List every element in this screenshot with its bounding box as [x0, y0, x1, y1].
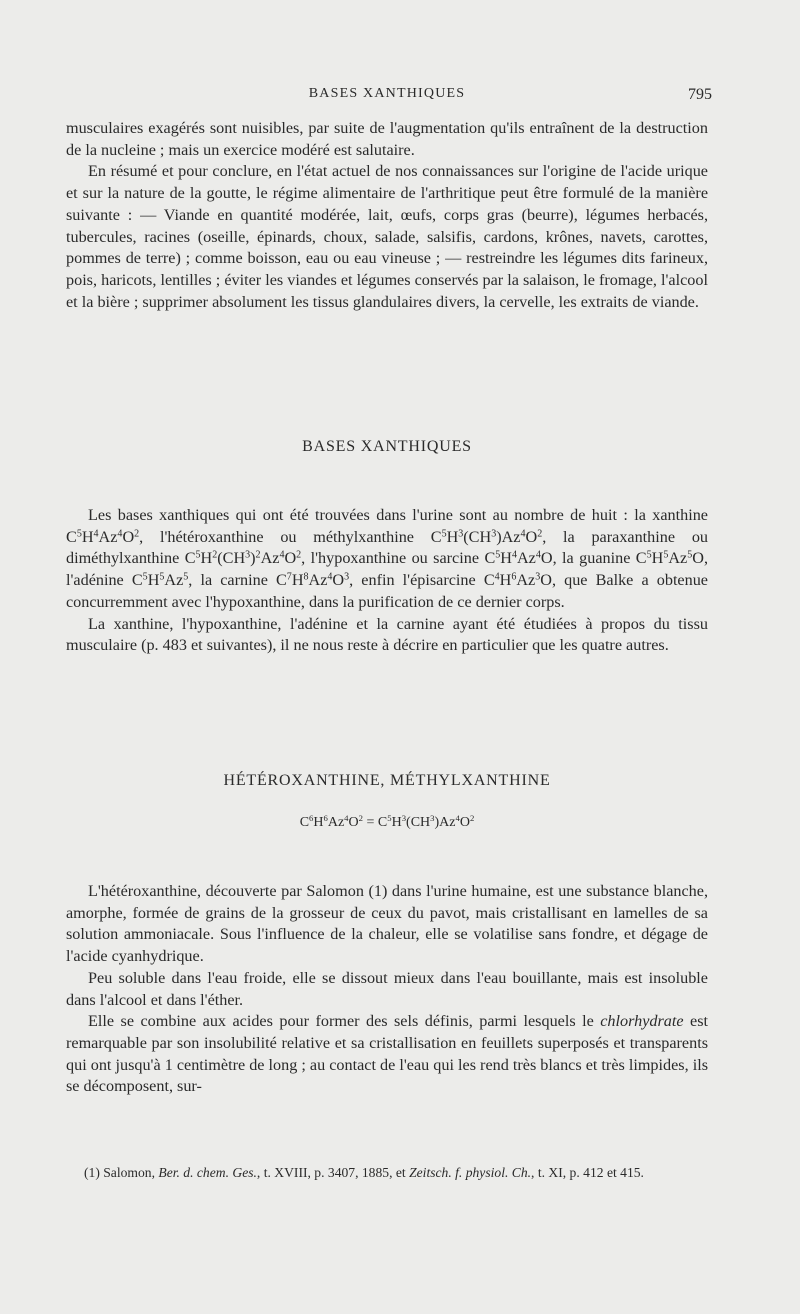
formula-dimethylxanthine: $C^5H^2(CH^3)^2Az^4O^2$ — [184, 549, 302, 568]
footnote-1: (1) Salomon, Ber. d. chem. Ges., t. XVIII, p. 3407, 1885, et Zeitsch. f. physiol. Ch., t. XI, p. 412 et 415. — [84, 1165, 644, 1180]
formula-adenine: $C^5H^5Az^5$ — [131, 571, 189, 590]
section-title-heteroxanthine: HÉTÉROXANTHINE, MÉTHYLXANTHINE — [223, 772, 551, 789]
formula-episarcine: $C^4H^6Az^3O$ — [483, 571, 552, 590]
journal-ber: Ber. d. chem. Ges. — [158, 1165, 257, 1180]
formula-xanthine: $C^5H^4Az^4O^2$ — [66, 527, 140, 546]
heteroxanthine-formula: $C^6H^6Az^4O^2 = C^5H^3(CH^3)Az^4O^2$ — [299, 813, 475, 830]
section-2-paragraph-1: L'hétéroxanthine, découverte par Salomon (1) dans l'urine humaine, est une substance blanche, amorphe, formée de grains de la grosseur de ceux du pavot, mais cristallisant en lamelles de sa solution ammoniacale. Sous l'influence de la chaleur, elle se volatilise sans fondre, et dégage de l'acide cyanhydrique. — [66, 882, 708, 966]
section-2-text — [66, 881, 708, 1098]
section-1-paragraph-2: La xanthine, l'hypoxanthine, l'adénine et la carnine ayant été étudiées à propos du tissu musculaire (p. 483 et suivantes), il ne nous reste à décrire en particulier que les quatre autres. — [66, 614, 708, 655]
section-1-paragraph-1: Les bases xanthiques qui ont été trouvées dans l'urine sont au nombre de huit : la xanthine $C^5H^4Az^4O^2$, l'hétéroxanthine ou méthylxanthine $C^5H^3(CH^3)Az^4O^2$, la paraxanthine ou diméthylxanthine $C^5H^2(CH^3)^2Az^4O^2$, l'hypoxanthine ou sarcine $C^5H^4Az^4O$, la guanine $C^5H^5Az^5O$, l'adénine $C^5H^5Az^5$, la carnine $C^7H^8Az^4O^3$, enfin l'épisarcine $C^4H^6Az^3O$, que Balke a obtenue concurremment avec l'hypoxanthine, dans la purification de ce dernier corps. — [66, 506, 709, 611]
page-number: 795 — [688, 86, 712, 103]
chlorhydrate-term: chlorhydrate — [600, 1012, 684, 1031]
section-2-paragraph-3: Elle se combine aux acides pour former des sels définis, parmi lesquels le chlorhydrate est remarquable par son insolubilité relative et sa cristallisation en feuillets superposés et transparents qui ont jusqu'à 1 centimètre de long ; au contact de l'eau qui les rend très blancs et très limpides, ils se décomposent, sur- — [66, 1012, 708, 1096]
formula-hypoxanthine: $C^5H^4Az^4O$ — [484, 549, 553, 568]
intro-text — [66, 118, 708, 313]
intro-paragraph-1: musculaires exagérés sont nuisibles, par suite de l'augmentation qu'ils entraînent de la destruction de la nucleine ; mais un exercice modéré est salutaire. — [66, 119, 708, 159]
section-2-paragraph-2: Peu soluble dans l'eau froide, elle se dissout mieux dans l'eau bouillante, mais est insoluble dans l'alcool et dans l'éther. — [66, 968, 708, 1009]
running-title: BASES XANTHIQUES — [308, 86, 466, 101]
page-header — [66, 86, 712, 108]
formula-carnine: $C^7H^8Az^4O^3$ — [275, 571, 350, 590]
section-1-text — [66, 505, 708, 657]
journal-zeitsch: Zeitsch. f. physiol. Ch. — [409, 1165, 532, 1180]
formula-guanine: $C^5H^5Az^5O$ — [635, 549, 704, 568]
section-title-bases-xanthiques: BASES XANTHIQUES — [302, 438, 472, 455]
formula-methylxanthine: $C^5H^3(CH^3)Az^4O^2$ — [430, 527, 543, 546]
intro-paragraph-2: En résumé et pour conclure, en l'état actuel de nos connaissances sur l'origine de l'acide urique et sur la nature de la goutte, le régime alimentaire de l'arthritique peut être formulé de la manière suivante : — Viande en quantité modérée, lait, œufs, corps gras (beurre), légumes herbacés, tubercules, racines (oseille, épinards, choux, salade, salsifis, cardons, krônes, navets, carottes, pommes de terre) ; comme boisson, eau ou eau vineuse ; — restreindre les légumes dits farineux, pois, haricots, lentilles ; éviter les viandes et légumes conservés par la salaison, le fromage, l'alcool et la bière ; supprimer absolument les tissus glandulaires divers, la cervelle, les extraits de viande. — [66, 162, 708, 311]
footnote — [66, 1163, 708, 1182]
